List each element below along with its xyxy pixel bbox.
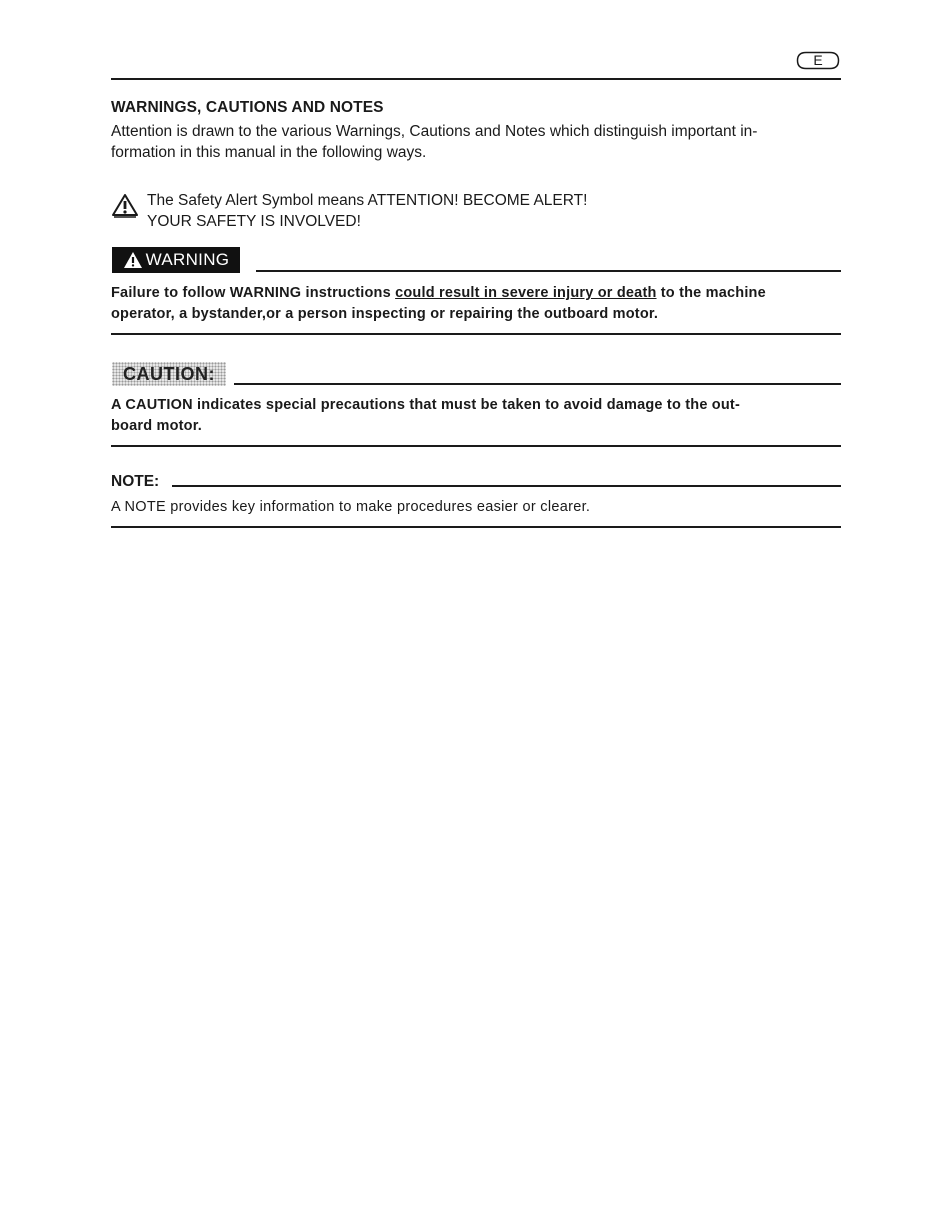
intro-line: Attention is drawn to the various Warnings, Cautions and Notes which distinguish important in- [111,123,758,140]
warning-heading-rule [256,270,841,272]
caution-end-rule [111,445,841,447]
alert-triangle-icon [111,193,139,219]
warning-line: operator, a bystander,or a person inspecting or repairing the outboard motor. [111,306,659,322]
safety-alert-line: YOUR SAFETY IS INVOLVED! [147,213,361,230]
warning-end-rule [111,333,841,335]
note-text: A NOTE provides key information to make procedures easier or clearer. [111,499,591,515]
caution-line: board motor. [111,418,203,434]
header-rule [111,78,841,80]
note-end-rule [111,526,841,528]
warning-text [111,283,841,325]
warning-triangle-icon [123,251,143,269]
warning-text-emphasis: could result in severe injury or death [395,285,657,301]
intro-paragraph [111,121,841,163]
caution-heading-rule [234,383,841,385]
note-label: NOTE: [111,473,160,490]
caution-text [111,395,841,437]
language-code: E [813,52,823,68]
safety-alert-text [147,190,587,232]
caution-label: CAUTION: [112,362,226,386]
warning-label [112,247,240,273]
safety-alert-line: The Safety Alert Symbol means ATTENTION! BECOME ALERT! [147,192,588,209]
section-title: WARNINGS, CAUTIONS AND NOTES [111,99,384,116]
language-badge [796,51,840,70]
caution-line: A CAUTION indicates special precautions that must be taken to avoid damage to the out- [111,397,740,413]
warning-line [111,283,841,304]
note-heading-rule [172,485,841,487]
warning-text-start: Failure to follow WARNING instructions [111,285,396,301]
intro-line: formation in this manual in the following ways. [111,144,427,161]
warning-text-end: to the machine [656,285,766,301]
warning-label-text: WARNING [145,250,230,269]
